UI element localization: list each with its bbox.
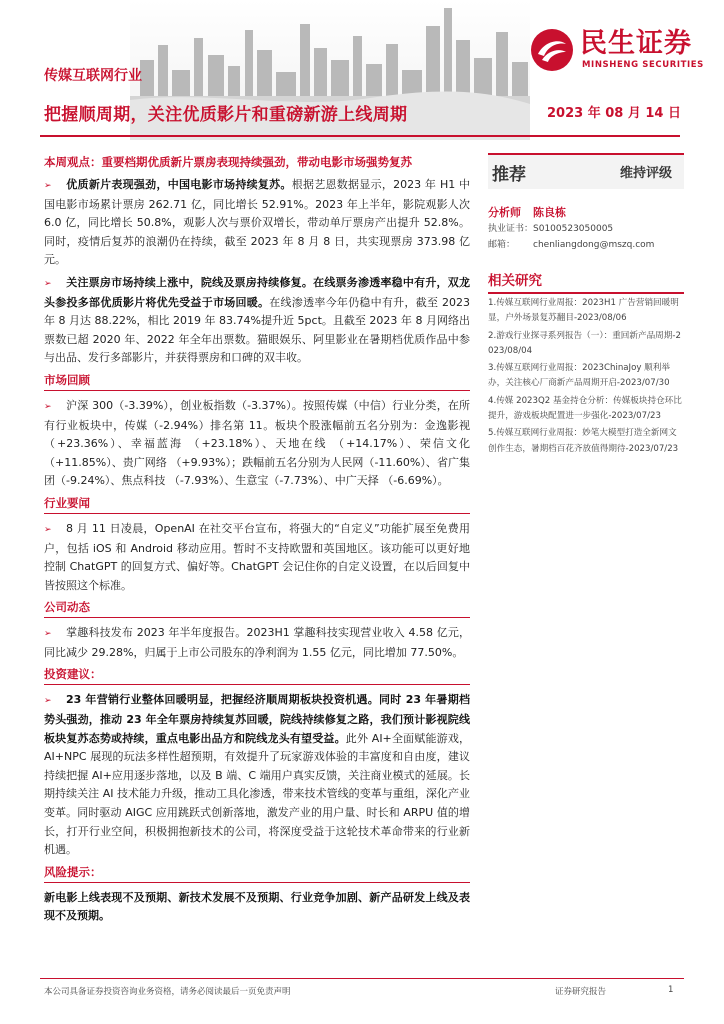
section-divider xyxy=(44,684,470,685)
company-heading: 公司动态 xyxy=(44,600,90,615)
section-risk xyxy=(44,864,470,883)
section-market-review xyxy=(44,372,470,391)
point-1 xyxy=(44,176,470,270)
license-label: 执业证书： xyxy=(488,224,534,234)
report-title: 把握顺周期，关注优质影片和重磅新游上线周期 xyxy=(44,105,408,125)
section-divider xyxy=(44,617,470,618)
title-divider xyxy=(40,135,680,137)
industry-label: 传媒互联网行业 xyxy=(44,68,142,84)
point-1-lead: 优质新片表现强劲，中国电影市场持续复苏。 xyxy=(66,178,292,191)
bullet-arrow-icon: ➢ xyxy=(44,696,52,707)
minsheng-logo-icon xyxy=(530,28,574,72)
news-paragraph xyxy=(44,520,470,595)
brand-logo-block xyxy=(530,28,710,72)
related-research-heading: 相关研究 xyxy=(488,269,684,294)
point-2-text: 在线渗透率今年仍稳中有升，截至 2023 年 8 月达 88.22%，相比 2019 年 83.74%提升近 5pct。且截至 2023 年 8 月网络出票数已超 2020 年、2022 年全年出票数。猫眼娱乐、阿里影业在暑期档优质作品中参与出品、发行多部影片，并获得票房和口碑的双丰收。 xyxy=(44,295,470,365)
section-investment-advice xyxy=(44,666,470,685)
main-column xyxy=(44,153,470,930)
rating-bar xyxy=(488,153,684,189)
analyst-email[interactable]: chenliangdong@mszq.com xyxy=(533,240,655,250)
page-number: 1 xyxy=(668,985,674,995)
market-text: 沪深 300（-3.39%），创业板指数（-3.37%）。按照传媒（中信）行业分类，在所有行业板块中，传媒（-2.94%）排名第 11。板块个股涨幅前五名分别为：金逸影视 （+23.36%）、幸福蓝海 （+23.18%）、天地在线 （+14.17%）、荣信文化 （+11.85%）、贵广网络 （+9.93%）；跌幅前五名分别为人民网（-11.60%）、省广集团（-9.24%）、焦点科技 （-7.93%）、生意宝（-7.73%）、中广天择 （-6.69%）。 xyxy=(44,398,470,488)
point-2-lead: 关注票房市场持续上涨中，院线及票房持续修复。在线票务渗透率稳中有升，双龙头参投多部优质影片将优先受益于市场回暖。 xyxy=(44,275,470,309)
license-number: S0100523050005 xyxy=(533,224,614,234)
email-label: 邮箱： xyxy=(488,240,516,250)
analyst-license-row xyxy=(488,221,684,237)
section-divider xyxy=(44,390,470,391)
analyst-block xyxy=(488,205,684,253)
point-2 xyxy=(44,274,470,368)
point-1-text: 根据艺恩数据显示，2023 年 H1 中国电影市场累计票房 262.71 亿，同比增长 52.91%。2023 年上半年，影院观影人次 6.0 亿，同比增长 50.8%，观影人次与票价双增长，带动单厅票房产出提升 52.8%。同时，疫情后复苏的浪潮仍在持续，截至 2023 年 8 月 8 日，共实现票房 373.98 亿元。 xyxy=(44,178,470,267)
bullet-arrow-icon: ➢ xyxy=(44,524,52,535)
brand-name-cn: 民生证券 xyxy=(580,28,692,59)
related-research-item[interactable]: 5.传媒互联网行业周报：妙笔大模型打造全新网文创作生态，暑期档百花齐放值得期待-2023/07/23 xyxy=(488,428,679,454)
section-company-news xyxy=(44,599,470,618)
rating-value: 维持评级 xyxy=(619,166,672,181)
bullet-arrow-icon: ➢ xyxy=(44,278,52,289)
news-text: 8 月 11 日凌晨，OpenAI 在社交平台宣布，将强大的“自定义”功能扩展至免费用户，包括 iOS 和 Android 移动应用。暂时不支持欧盟和英国地区。该功能可以更好地控制 ChatGPT 的回复方式、偏好等。ChatGPT 会记住你的自定义设置，在以后回复中皆按照这个标准。 xyxy=(44,521,470,592)
related-research-item[interactable]: 3.传媒互联网行业周报：2023ChinaJoy 顺利举办，关注核心厂商新产品周期开启-2023/07/30 xyxy=(488,363,670,389)
report-date: 2023 年 08 月 14 日 xyxy=(547,106,681,121)
weekly-view-summary: 本周观点：重要档期优质新片票房表现持续强劲，带动电影市场强势复苏 xyxy=(44,155,412,169)
footer-disclaimer: 本公司具备证券投资咨询业务资格，请务必阅读最后一页免责声明 xyxy=(44,987,291,997)
section-divider xyxy=(44,882,470,883)
sidebar xyxy=(488,153,684,457)
bullet-arrow-icon: ➢ xyxy=(44,181,52,191)
analyst-name-row xyxy=(488,205,684,221)
risk-text: 新电影上线表现不及预期、新技术发展不及预期、行业竞争加剧、新产品研发上线及表现不及预期。 xyxy=(44,890,470,923)
advice-lead: 23 年营销行业整体回暖明显，把握经济顺周期板块投资机遇。同时 23 年暑期档势头强劲，推动 23 年全年票房持续复苏回暖，院线持续修复之路，我们预计影视院线板块复苏态势或持续，重点电影出品方和院线龙头有望受益。 xyxy=(44,693,470,745)
advice-heading: 投资建议： xyxy=(44,667,102,682)
bullet-arrow-icon: ➢ xyxy=(44,629,52,640)
section-industry-news xyxy=(44,495,470,514)
footer-divider xyxy=(40,978,684,979)
risk-heading: 风险提示： xyxy=(44,864,102,879)
analyst-role: 分析师 xyxy=(488,206,521,219)
analyst-email-row xyxy=(488,237,684,253)
rating-label: 推荐 xyxy=(492,165,526,185)
footer-doc-type: 证券研究报告 xyxy=(555,987,607,997)
advice-text: 此外 AI+全面赋能游戏，AI+NPC 展现的玩法多样性超预期，有效提升了玩家游戏体验的丰富度和自由度，建议持续把握 AI+应用逐步落地，以及 B 端、C 端用户真实反馈，关注商业模式的延展。长期持续关注 AI 技术能力升级，推动工具化渗透，带来技术管线的变革与重组，深化产业变革。同时驱动 AIGC 应用跳跃式创新落地，激发产业的用户量、时长和 ARPU 值的增长，打开行业空间，积极拥抱新技术的公司，将深度受益于这轮技术革命带来的行业新机遇。 xyxy=(44,731,471,857)
brand-name-en: MINSHENG SECURITIES xyxy=(582,60,704,70)
market-paragraph xyxy=(44,397,470,491)
company-text: 掌趣科技发布 2023 年半年度报告。2023H1 掌趣科技实现营业收入 4.58 亿元，同比减少 29.28%，归属于上市公司股东的净利润为 1.55 亿元，同比增加 77.50%。 xyxy=(44,626,470,659)
market-heading: 市场回顾 xyxy=(44,372,90,387)
news-heading: 行业要闻 xyxy=(44,495,90,510)
related-research-item[interactable]: 2.游戏行业探寻系列报告（一）：重回新产品周期-2023/08/04 xyxy=(488,330,681,356)
related-research-item[interactable]: 1.传媒互联网行业周报：2023H1 广告营销回暖明显，户外场景复苏翻目-2023/08/06 xyxy=(488,298,679,324)
company-paragraph xyxy=(44,624,470,662)
analyst-name: 陈良栋 xyxy=(533,206,566,219)
report-header xyxy=(0,0,724,140)
bullet-arrow-icon: ➢ xyxy=(44,401,52,412)
related-research-item[interactable]: 4.传媒 2023Q2 基金持仓分析：传媒板块持仓环比提升，游戏板块配置进一步强化-2023/07/23 xyxy=(488,395,682,422)
advice-paragraph xyxy=(44,691,470,859)
section-divider xyxy=(44,513,470,514)
